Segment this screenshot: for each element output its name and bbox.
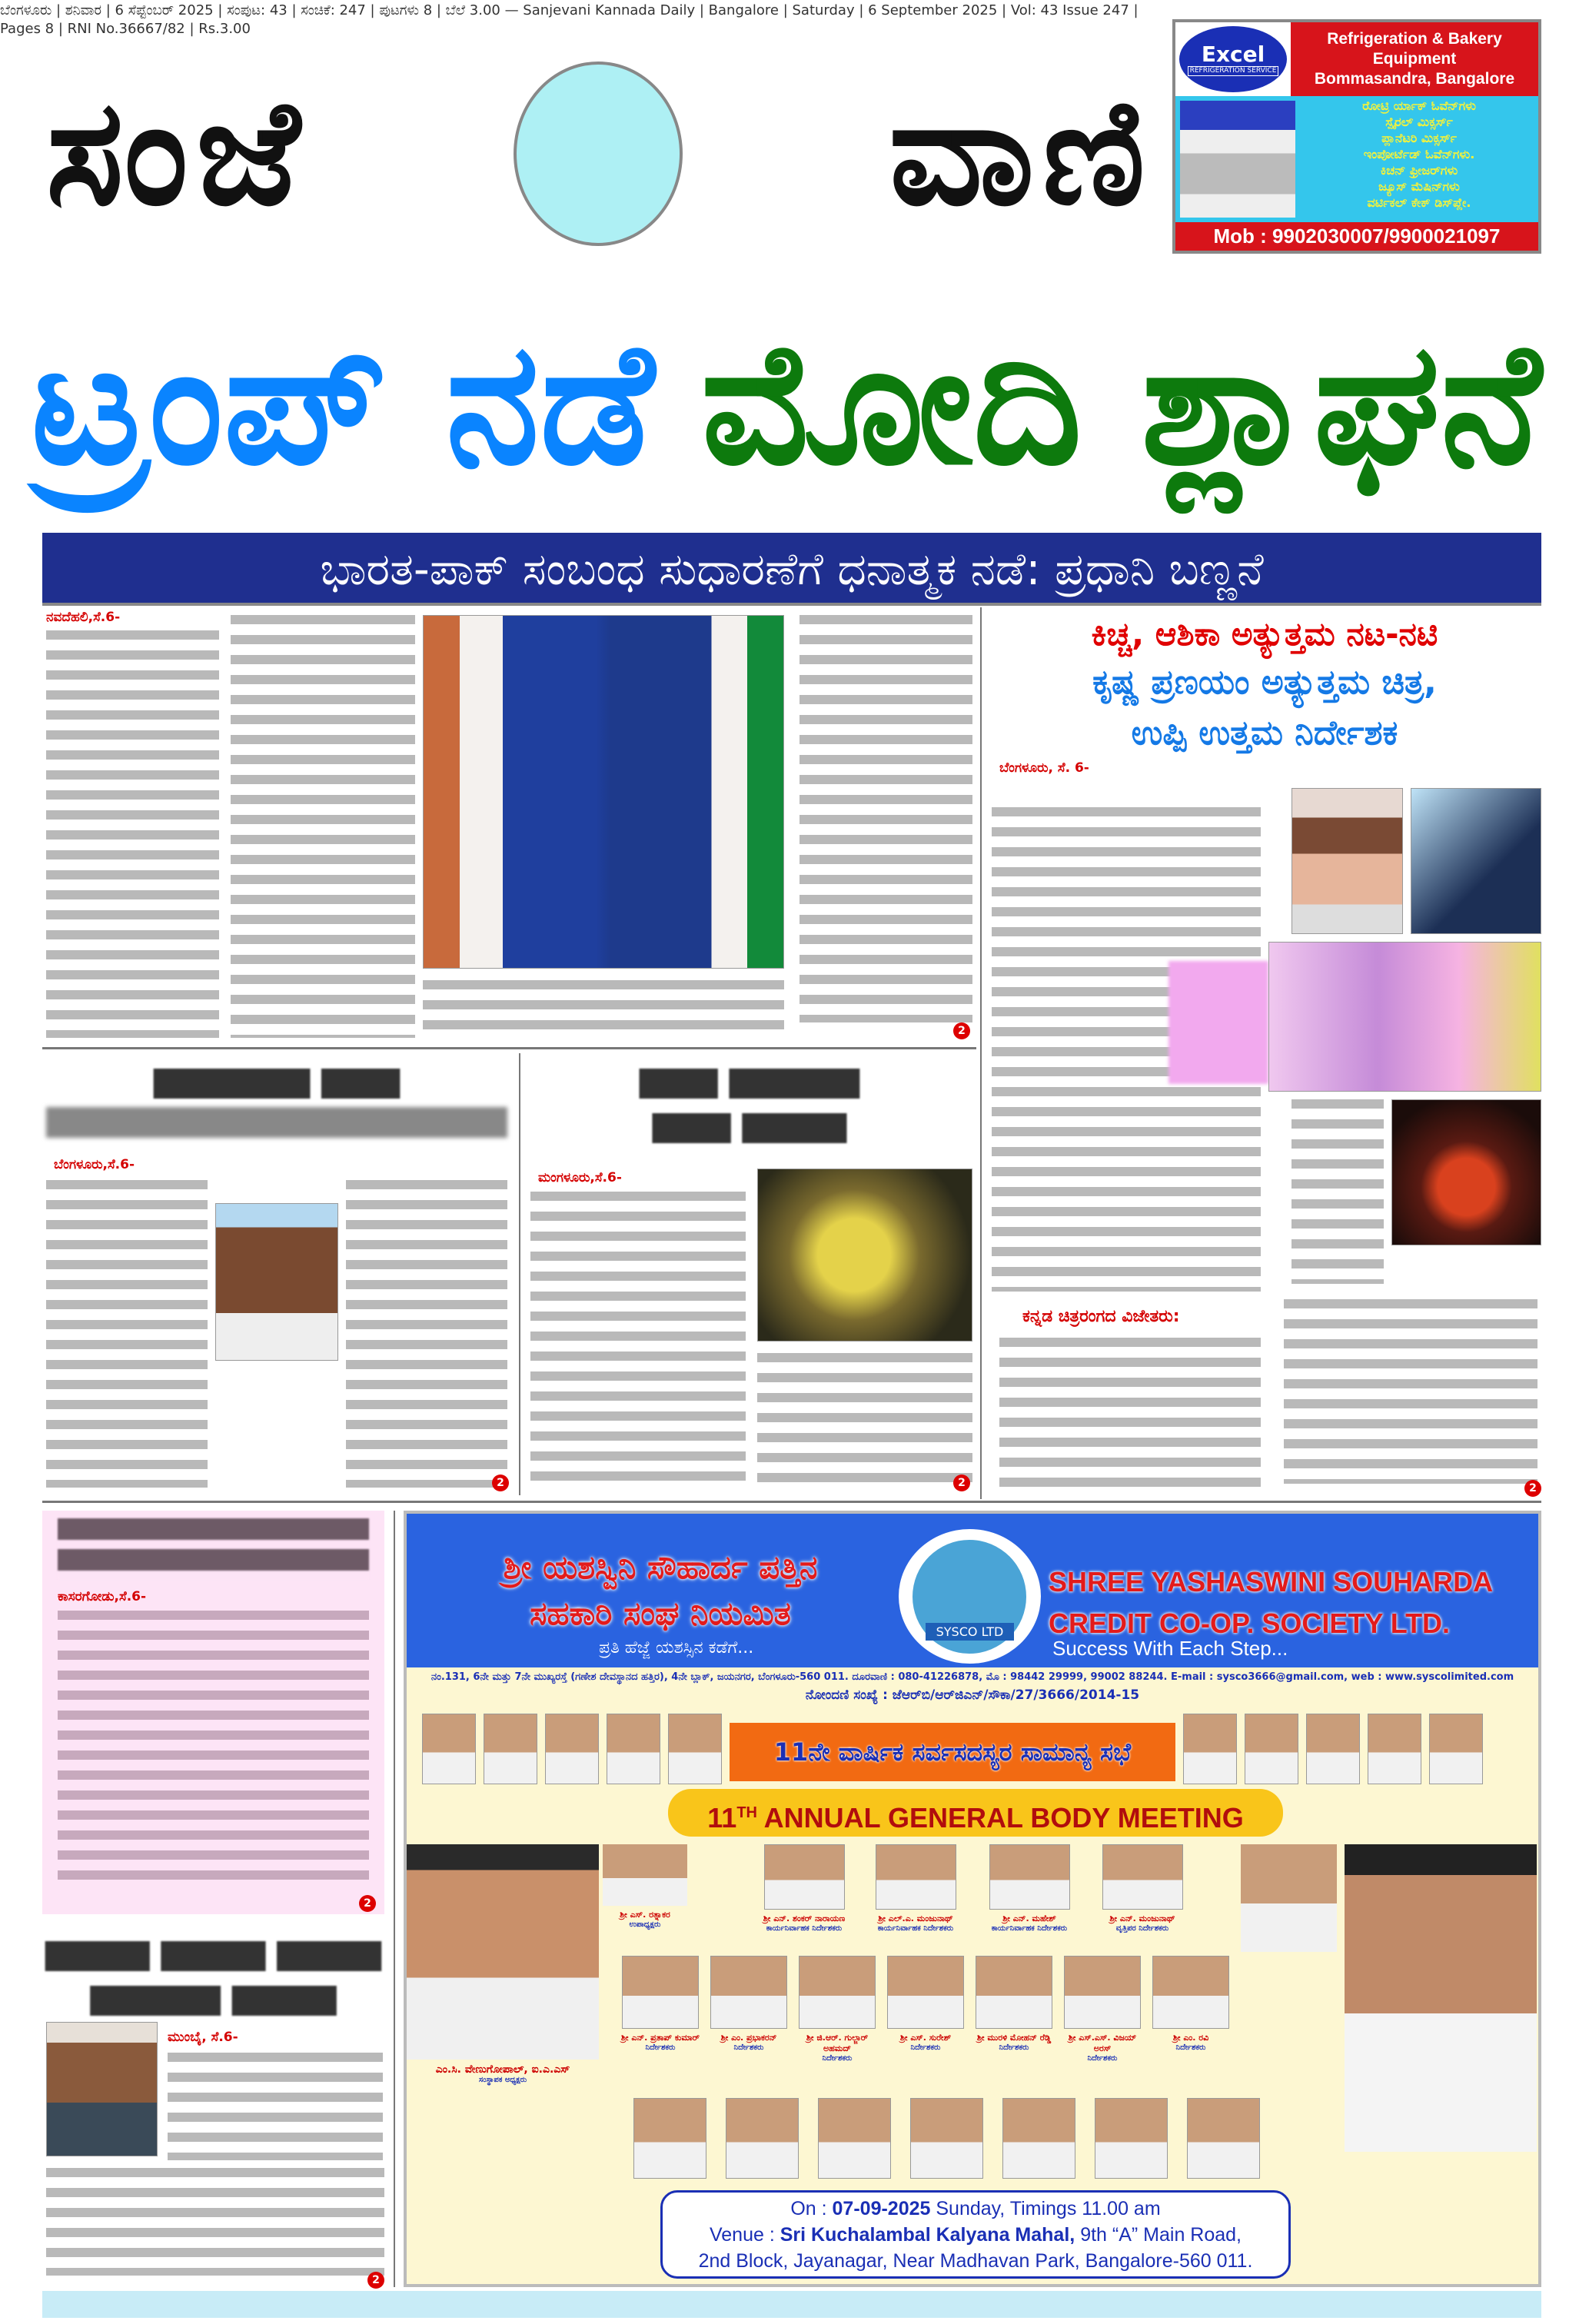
member-photo	[799, 1956, 876, 2029]
member-caption	[988, 1913, 1071, 1933]
ad-mobile: Mob : 9902030007/9900021097	[1175, 222, 1538, 251]
row-divider	[42, 1047, 976, 1049]
member-caption	[884, 2033, 967, 2052]
member-caption: ಕಾರ್ಯನಿರ್ವಾಹಕ ನಿರ್ದೇಶಕರು	[766, 1924, 843, 1933]
film-headline-red: ಕಿಚ್ಚ, ಆಶಿಕಾ ಅತ್ಯುತ್ತಮ ನಟ-ನಟಿ	[1091, 615, 1438, 653]
meeting-date: 07-09-2025	[832, 2198, 931, 2219]
member-photo	[1306, 1714, 1360, 1784]
member-caption	[1101, 1913, 1184, 1933]
president-name: ಎಂ.ಸಿ. ವೇಣುಗೋಪಾಲ್, ಐ.ಎ.ಎಸ್	[435, 2063, 570, 2076]
brand-sub: REFRIGERATION SERVICE	[1188, 66, 1279, 76]
continued-badge: 2	[367, 2272, 384, 2289]
column-divider	[394, 1511, 395, 2287]
venue-box	[660, 2190, 1291, 2279]
film-headlines	[988, 611, 1541, 777]
member-caption	[763, 1913, 846, 1933]
vp-role: ಉಪಾಧ್ಯಕ್ಷರು	[629, 1920, 661, 1929]
story2-col	[346, 1180, 507, 1488]
person-photo	[46, 2022, 158, 2156]
member-caption	[796, 2033, 879, 2063]
member-caption	[603, 1910, 687, 1929]
continued-badge: 2	[492, 1475, 509, 1491]
member-photo	[622, 1956, 699, 2029]
product-item: ರೋಟ್ರಿ ರ್ಯಾಕ್ ಓವೆನ್‌ಗಳು	[1362, 98, 1476, 113]
member-photo	[1245, 1714, 1298, 1784]
headline-part1: ಟ್ರಂಪ್ ನಡೆ	[31, 305, 654, 502]
globe-icon	[514, 62, 683, 246]
member-photo	[1183, 1714, 1237, 1784]
tagline-kn: ಪ್ರತಿ ಹೆಜ್ಜೆ ಯಶಸ್ಸಿನ ಕಡೆಗೆ...	[599, 1638, 754, 1657]
member-caption	[1149, 2033, 1232, 2052]
member-caption	[972, 2033, 1055, 2052]
agm-text: ANNUAL GENERAL BODY MEETING	[763, 1802, 1244, 1834]
society-address: ನಂ.131, 6ನೇ ಮತ್ತು 7ನೇ ಮುಖ್ಯರಸ್ತೆ (ಗಣೇಶ ದೇವಸ್ಥಾನದ ಹತ್ತಿರ), 4ನೇ ಬ್ಲಾಕ್, ಜಯನಗರ, ಬೆಂಗಳೂರು-560 011. ದೂರವಾಣಿ : 080-41226878, ಮೊ : 98442 29999, 99002 88244. E-mail : sysco3666@gmail.com, web : www.syscolimited.com	[430, 1671, 1514, 1683]
member-caption: ಶ್ರೀ ಎಂ. ಪ್ರಭಾಕರನ್	[720, 2033, 777, 2043]
member-caption: ನಿರ್ದೇಶಕರು	[910, 2043, 941, 2052]
story3-dateline: ಮಂಗಳೂರು,ಸೆ.6-	[538, 1170, 622, 1185]
main-story-col	[423, 980, 784, 1038]
excel-brand: Excel	[1201, 41, 1265, 67]
society-name-kn-2: ಸಹಕಾರಿ ಸಂಘ ನಿಯಮಿತ	[530, 1594, 791, 1632]
member-photo	[1368, 1714, 1421, 1784]
logo-label: SYSCO LTD	[926, 1623, 1015, 1641]
agm-sup: TH	[736, 1804, 757, 1821]
vp-photo	[603, 1844, 687, 1906]
registration-number: ನೋಂದಣಿ ಸಂಖ್ಯೆ : ಜೆಆರ್‌ಬಿ/ಆರ್‌ಜಿಎನ್/ಸೌಕಾ/27/3666/2014-15	[805, 1687, 1140, 1703]
film-poster-title	[1168, 961, 1268, 1084]
member-photo	[484, 1714, 537, 1784]
story5-col	[46, 2168, 384, 2276]
continued-badge: 2	[1524, 1480, 1541, 1497]
guest-photo	[1241, 1844, 1337, 1952]
excel-logo	[1179, 26, 1287, 92]
agm-title-kn: 11ನೇ ವಾರ್ಷಿಕ ಸರ್ವಸದಸ್ಯರ ಸಾಮಾನ್ಯ ಸಭೆ	[730, 1723, 1175, 1781]
main-story-col	[231, 615, 415, 1038]
guest-photo-large	[1345, 1844, 1537, 2152]
member-photo	[910, 2098, 983, 2179]
product-item: ಇಂಪೋರ್ಟೆಡ್ ಓವೆನ್‌ಗಳು.	[1363, 147, 1475, 161]
society-advertisement	[404, 1511, 1541, 2287]
film-poster	[1268, 942, 1541, 1092]
member-photo	[976, 1956, 1052, 2029]
product-list	[1300, 96, 1538, 222]
story5-col	[168, 2053, 383, 2160]
venue-name: Sri Kuchalambal Kalyana Mahal,	[780, 2224, 1075, 2246]
when-label: On :	[790, 2198, 827, 2219]
member-caption: ನಿರ್ದೇಶಕರು	[822, 2054, 853, 2063]
story4-headline	[58, 1518, 369, 1580]
footer-strip	[42, 2291, 1541, 2318]
film-headline-blue2: ಉಪ್ಪಿ ಉತ್ತಮ ನಿರ್ದೇಶಕ	[1131, 713, 1398, 753]
member-caption: ಶ್ರೀ ಎಂ. ರವಿ	[1172, 2033, 1209, 2043]
member-photo	[1429, 1714, 1483, 1784]
member-caption: ನಿರ್ದೇಶಕರು	[999, 2043, 1029, 2052]
masthead-right: ವಾಣಿ	[889, 68, 1153, 238]
ad-location: Bommasandra, Bangalore	[1314, 70, 1515, 88]
member-photo	[607, 1714, 660, 1784]
vp-name: ಶ್ರೀ ಎಸ್. ರತ್ನಾಕರ	[620, 1910, 670, 1920]
ad-title: Refrigeration & Bakery Equipment	[1327, 30, 1502, 68]
member-caption: ಶ್ರೀ ಜಿ.ಆರ್. ಗುಲ್ಜಾರ್ ಅಹಮದ್	[806, 2033, 869, 2053]
product-item: ಜ್ಯೂಸ್ ಮೆಷಿನ್‌ಗಳು	[1378, 179, 1460, 194]
member-caption	[707, 2033, 790, 2052]
story2-dateline: ಬೆಂಗಳೂರು,ಸೆ.6-	[54, 1157, 135, 1172]
story3-headline: ▆▆▆ ▆▆▆▆▆ ▆▆▆ ▆▆▆▆	[639, 1059, 860, 1143]
tagline-en: Success With Each Step...	[1052, 1637, 1288, 1660]
venue-address-1: 9th “A” Main Road,	[1080, 2224, 1242, 2246]
main-story-col	[799, 615, 972, 1022]
actress-photo	[1291, 788, 1403, 934]
continued-badge: 2	[953, 1022, 970, 1039]
story5-headline: ▆▆▆▆ ▆▆▆▆ ▆▆▆▆ ▆▆▆▆▆ ▆▆▆▆	[45, 1932, 381, 2016]
winners-list	[1284, 1299, 1537, 1484]
member-photo	[710, 1956, 787, 2029]
member-caption: ಶ್ರೀ ಎನ್. ಪ್ರತಾಪ್ ಕುಮಾರ್	[620, 2033, 700, 2043]
member-photo	[1095, 2098, 1168, 2179]
story2-subheadline	[46, 1107, 507, 1138]
excel-advertisement	[1172, 19, 1541, 254]
member-photo	[818, 2098, 891, 2179]
story2-headline: ▆▆▆▆▆▆ ▆▆▆	[154, 1059, 400, 1099]
member-photo	[876, 1844, 956, 1910]
politician-photo	[215, 1203, 338, 1361]
mixer-image	[1180, 101, 1295, 218]
headline-part2: ಮೋದಿ ಶ್ಲಾಘನೆ	[700, 305, 1541, 502]
story2-col	[46, 1180, 208, 1488]
product-item: ಕಿಚನ್ ಫ್ರೀಜರ್‌ಗಳು	[1380, 163, 1458, 178]
member-caption	[874, 1913, 957, 1933]
winners-list	[999, 1338, 1261, 1491]
member-photo	[422, 1714, 476, 1784]
member-caption: ಶ್ರೀ ಎಲ್.ಎ. ಮಂಜುನಾಥ್	[878, 1913, 953, 1923]
section-divider	[42, 1501, 1541, 1503]
story3-col	[530, 1192, 746, 1488]
masthead-left: ಸಂಜೆ	[46, 68, 308, 238]
main-dateline: ನವದೆಹಲಿ,ಸೆ.6-	[46, 610, 121, 625]
member-photo	[887, 1956, 964, 2029]
story3-col	[757, 1353, 972, 1488]
member-photo	[545, 1714, 599, 1784]
product-item: ವರ್ಟಿಕಲ್ ಕೇಕ್ ಡಿಸ್‌ಪ್ಲೇ.	[1367, 195, 1471, 210]
film-dateline: ಬೆಂಗಳೂರು, ಸೆ. 6-	[999, 760, 1089, 776]
member-photo	[989, 1844, 1070, 1910]
film-still-photo	[1391, 1099, 1541, 1245]
member-photo	[668, 1714, 722, 1784]
member-photo	[1102, 1844, 1183, 1910]
agm-title-en	[668, 1789, 1283, 1837]
member-caption: ನಿರ್ದೇಶಕರು	[1175, 2043, 1206, 2052]
society-name-kn-1: ಶ್ರೀ ಯಶಸ್ವಿನಿ ಸೌಹಾರ್ದ ಪತ್ತಿನ	[503, 1548, 818, 1586]
society-name-en-1: SHREE YASHASWINI SOUHARDA	[1049, 1566, 1494, 1598]
headline	[31, 277, 1541, 530]
member-caption: ನಿರ್ದೇಶಕರು	[1087, 2054, 1118, 2063]
member-caption: ಕಾರ್ಯನಿರ್ವಾಹಕ ನಿರ್ದೇಶಕರು	[877, 1924, 954, 1933]
venue-label: Venue :	[709, 2224, 775, 2246]
member-photo	[764, 1844, 845, 1910]
member-caption: ಶ್ರೀ ಎಸ್. ಸುರೇಶ್	[899, 2033, 952, 2043]
venue-address-2: 2nd Block, Jayanagar, Near Madhavan Park, Bangalore-560 011.	[698, 2250, 1253, 2272]
member-photo	[1064, 1956, 1141, 2029]
society-name-en-2: CREDIT CO-OP. SOCIETY LTD.	[1049, 1608, 1451, 1639]
film-story-col	[1291, 1099, 1384, 1284]
member-caption: ಶ್ರೀ ಎನ್. ಮಂಜುನಾಥ್	[1109, 1913, 1175, 1923]
member-caption: ಶ್ರೀ ಎನ್. ಶಂಕರ್ ನಾರಾಯಣ	[763, 1913, 846, 1923]
column-divider	[519, 1053, 520, 1495]
member-caption: ಕಾರ್ಯನಿರ್ವಾಹಕ ನಿರ್ದೇಶಕರು	[991, 1924, 1068, 1933]
dateline: ಬೆಂಗಳೂರು | ಶನಿವಾರ | 6 ಸೆಪ್ಟೆಂಬರ್ 2025 | ಸಂಪುಟ: 43 | ಸಂಚಿಕೆ: 247 | ಪುಟಗಳು 8 | ಬೆಲೆ 3.00 — Sanjevani Kannada Daily | Bangalore | Saturday | 6 September 2025 | Vol: 43 Issue 247 | Pages 8 | RNI No.36667/82 | Rs.3.00	[0, 2, 1139, 37]
member-photo	[726, 2098, 799, 2179]
member-caption: ಶ್ರೀ ಮುರಳಿ ಮೋಹನ್ ರೆಡ್ಡಿ	[976, 2033, 1052, 2043]
masthead-logo	[46, 54, 1153, 254]
subheadline: ಭಾರತ-ಪಾಕ್ ಸಂಬಂಧ ಸುಧಾರಣೆಗೆ ಧನಾತ್ಮಕ ನಡೆ: ಪ್ರಧಾನಿ ಬಣ್ಣನೆ	[42, 533, 1541, 606]
trump-modi-photo	[423, 615, 784, 969]
story4-copy	[58, 1611, 369, 1887]
member-photo	[1152, 1956, 1229, 2029]
member-caption: ನಿರ್ದೇಶಕರು	[733, 2043, 764, 2052]
food-photo	[757, 1169, 972, 1342]
president-role: ಸಂಸ್ಥಾಪಕ ಅಧ್ಯಕ್ಷರು	[478, 2076, 527, 2084]
story4-box	[42, 1511, 384, 1914]
member-photo	[633, 2098, 706, 2179]
member-caption: ಶ್ರೀ ಎನ್. ಮಹೇಶ್	[1002, 1913, 1056, 1923]
actor-photo	[1411, 788, 1541, 934]
member-caption: ಶ್ರೀ ಎಸ್.ಎಸ್. ವಿಜಯ್ ಅರಸ್	[1068, 2033, 1137, 2053]
meeting-time: Sunday, Timings 11.00 am	[936, 2198, 1161, 2219]
winners-heading: ಕನ್ನಡ ಚಿತ್ರರಂಗದ ವಿಜೇತರು:	[1022, 1307, 1180, 1326]
member-caption	[1061, 2033, 1144, 2063]
member-caption	[619, 2033, 702, 2052]
story4-dateline: ಕಾಸರಗೋಡು,ಸೆ.6-	[58, 1589, 147, 1604]
column-divider	[980, 607, 982, 1499]
member-caption	[407, 2063, 599, 2084]
member-caption: ವೃತ್ತಿಪರ ನಿರ್ದೇಶಕರು	[1115, 1924, 1169, 1933]
member-photo	[1002, 2098, 1075, 2179]
sysco-logo	[899, 1529, 1041, 1664]
story5-dateline: ಮುಂಬೈ, ಸೆ.6-	[168, 2030, 238, 2045]
product-item: ಸ್ಪೈರಲ್ ಮಿಕ್ಸರ್ಸ್	[1385, 115, 1453, 129]
continued-badge: 2	[953, 1475, 970, 1491]
product-item: ಪ್ಲಾನೆಟರಿ ಮಿಕ್ಸರ್ಸ್	[1381, 131, 1457, 145]
agm-number: 11	[707, 1802, 737, 1834]
film-headline-blue1: ಕೃಷ್ಣ ಪ್ರಣಯಂ ಅತ್ಯುತ್ತಮ ಚಿತ್ರ,	[1092, 663, 1437, 702]
member-caption: ನಿರ್ದೇಶಕರು	[645, 2043, 676, 2052]
continued-badge: 2	[359, 1895, 376, 1912]
member-photo	[1187, 2098, 1260, 2179]
president-photo	[407, 1844, 599, 2060]
main-story-col	[46, 630, 219, 1038]
